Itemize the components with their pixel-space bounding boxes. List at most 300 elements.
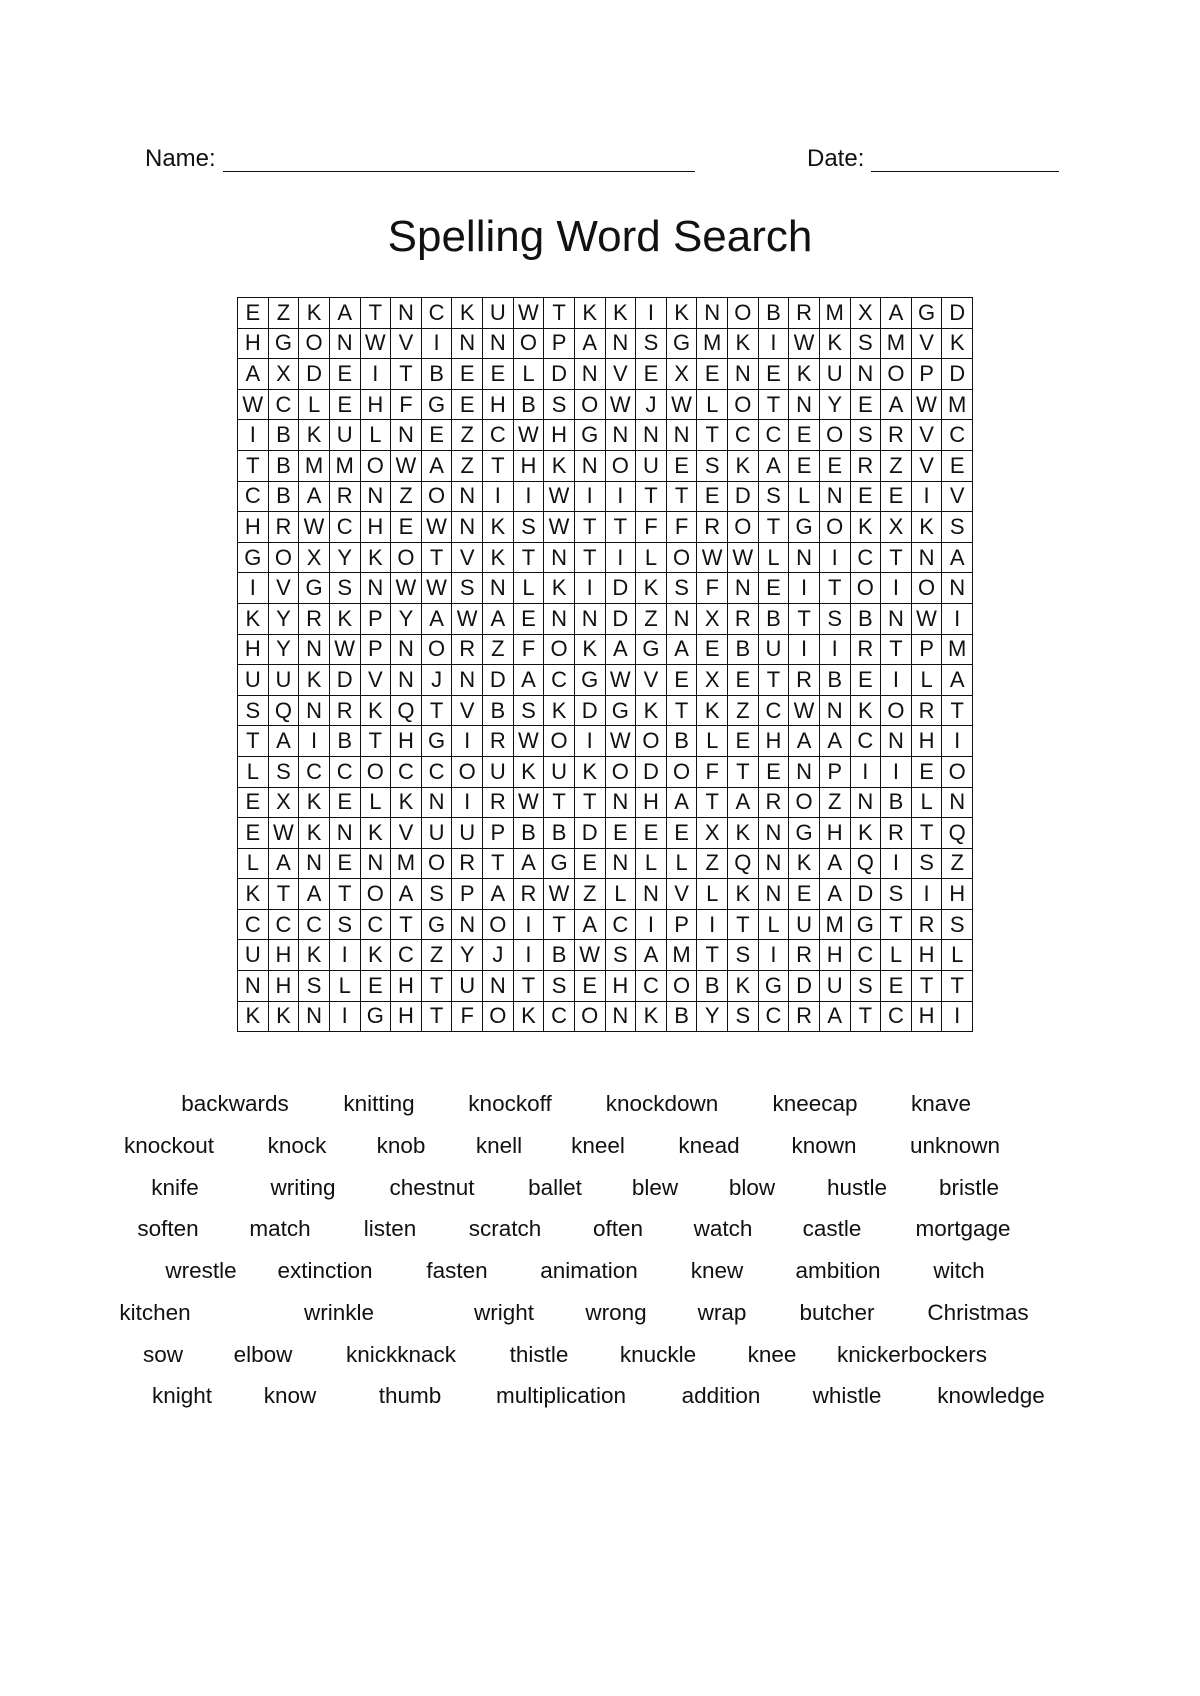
grid-cell[interactable]: W (912, 604, 943, 635)
grid-cell[interactable]: O (942, 757, 973, 788)
grid-cell[interactable]: L (514, 359, 545, 390)
grid-cell[interactable]: D (942, 359, 973, 390)
grid-cell[interactable]: R (697, 512, 728, 543)
grid-cell[interactable]: G (361, 1002, 392, 1033)
grid-cell[interactable]: B (820, 665, 851, 696)
grid-cell[interactable]: B (269, 420, 300, 451)
grid-cell[interactable]: V (269, 573, 300, 604)
grid-cell[interactable]: W (728, 543, 759, 574)
grid-cell[interactable]: O (606, 757, 637, 788)
grid-cell[interactable]: T (759, 512, 790, 543)
grid-cell[interactable]: K (361, 696, 392, 727)
grid-cell[interactable]: F (514, 635, 545, 666)
grid-cell[interactable]: S (820, 604, 851, 635)
grid-cell[interactable]: N (391, 665, 422, 696)
grid-cell[interactable]: R (728, 604, 759, 635)
grid-cell[interactable]: Y (697, 1002, 728, 1033)
grid-cell[interactable]: R (452, 849, 483, 880)
grid-cell[interactable]: Z (391, 482, 422, 513)
grid-cell[interactable]: T (544, 788, 575, 819)
grid-cell[interactable]: C (422, 298, 453, 329)
grid-cell[interactable]: O (881, 359, 912, 390)
grid-cell[interactable]: E (789, 451, 820, 482)
grid-cell[interactable]: T (575, 512, 606, 543)
grid-cell[interactable]: I (881, 573, 912, 604)
grid-cell[interactable]: K (636, 696, 667, 727)
grid-cell[interactable]: X (851, 298, 882, 329)
grid-cell[interactable]: M (820, 298, 851, 329)
grid-cell[interactable]: T (606, 512, 637, 543)
grid-cell[interactable]: Z (942, 849, 973, 880)
grid-cell[interactable]: G (575, 420, 606, 451)
grid-cell[interactable]: T (881, 543, 912, 574)
grid-cell[interactable]: W (606, 726, 637, 757)
grid-cell[interactable]: T (422, 1002, 453, 1033)
grid-cell[interactable]: B (759, 298, 790, 329)
grid-cell[interactable]: E (759, 757, 790, 788)
grid-cell[interactable]: T (942, 696, 973, 727)
grid-cell[interactable]: H (636, 788, 667, 819)
grid-cell[interactable]: L (697, 726, 728, 757)
grid-cell[interactable]: E (238, 298, 269, 329)
grid-cell[interactable]: S (514, 512, 545, 543)
grid-cell[interactable]: K (483, 512, 514, 543)
grid-cell[interactable]: U (452, 818, 483, 849)
grid-cell[interactable]: T (881, 635, 912, 666)
grid-cell[interactable]: C (851, 940, 882, 971)
grid-cell[interactable]: W (269, 818, 300, 849)
grid-cell[interactable]: N (299, 849, 330, 880)
grid-cell[interactable]: E (667, 665, 698, 696)
grid-cell[interactable]: N (483, 573, 514, 604)
grid-cell[interactable]: E (238, 818, 269, 849)
name-field[interactable] (145, 142, 695, 176)
grid-cell[interactable]: K (269, 1002, 300, 1033)
grid-cell[interactable]: R (269, 512, 300, 543)
grid-cell[interactable]: S (330, 910, 361, 941)
grid-cell[interactable]: W (514, 726, 545, 757)
grid-cell[interactable]: S (238, 696, 269, 727)
grid-cell[interactable]: A (759, 451, 790, 482)
grid-cell[interactable]: S (942, 512, 973, 543)
grid-cell[interactable]: N (422, 788, 453, 819)
grid-cell[interactable]: T (544, 298, 575, 329)
grid-cell[interactable]: O (575, 390, 606, 421)
grid-cell[interactable]: C (759, 696, 790, 727)
grid-cell[interactable]: T (575, 788, 606, 819)
grid-cell[interactable]: N (667, 420, 698, 451)
date-field[interactable] (807, 142, 1059, 176)
grid-cell[interactable]: R (330, 482, 361, 513)
grid-cell[interactable]: W (544, 512, 575, 543)
grid-cell[interactable]: W (789, 329, 820, 360)
grid-cell[interactable]: E (575, 971, 606, 1002)
grid-cell[interactable]: Z (575, 879, 606, 910)
grid-cell[interactable]: N (299, 635, 330, 666)
grid-cell[interactable]: L (942, 940, 973, 971)
grid-cell[interactable]: A (667, 635, 698, 666)
grid-cell[interactable]: L (636, 849, 667, 880)
grid-cell[interactable]: T (422, 543, 453, 574)
grid-cell[interactable]: X (697, 604, 728, 635)
grid-cell[interactable]: I (575, 573, 606, 604)
grid-cell[interactable]: N (361, 849, 392, 880)
grid-cell[interactable]: L (238, 849, 269, 880)
grid-cell[interactable]: P (912, 635, 943, 666)
grid-cell[interactable]: H (269, 940, 300, 971)
grid-cell[interactable]: L (912, 788, 943, 819)
grid-cell[interactable]: K (789, 359, 820, 390)
name-line[interactable] (223, 145, 695, 172)
grid-cell[interactable]: Y (269, 604, 300, 635)
grid-cell[interactable]: G (789, 818, 820, 849)
grid-cell[interactable]: S (299, 971, 330, 1002)
grid-cell[interactable]: H (759, 726, 790, 757)
grid-cell[interactable]: H (238, 512, 269, 543)
grid-cell[interactable]: U (820, 359, 851, 390)
grid-cell[interactable]: C (238, 482, 269, 513)
grid-cell[interactable]: E (330, 390, 361, 421)
grid-cell[interactable]: T (361, 298, 392, 329)
grid-cell[interactable]: F (452, 1002, 483, 1033)
grid-cell[interactable]: N (606, 1002, 637, 1033)
grid-cell[interactable]: E (759, 573, 790, 604)
grid-cell[interactable]: G (299, 573, 330, 604)
grid-cell[interactable]: H (912, 940, 943, 971)
grid-cell[interactable]: P (452, 879, 483, 910)
grid-cell[interactable]: N (330, 329, 361, 360)
grid-cell[interactable]: A (881, 390, 912, 421)
grid-cell[interactable]: I (330, 940, 361, 971)
grid-cell[interactable]: O (391, 543, 422, 574)
grid-cell[interactable]: K (238, 604, 269, 635)
grid-cell[interactable]: O (452, 757, 483, 788)
grid-cell[interactable]: R (452, 635, 483, 666)
grid-cell[interactable]: X (697, 818, 728, 849)
grid-cell[interactable]: I (636, 910, 667, 941)
grid-cell[interactable]: S (422, 879, 453, 910)
grid-cell[interactable]: R (789, 665, 820, 696)
grid-cell[interactable]: G (636, 635, 667, 666)
grid-cell[interactable]: W (544, 482, 575, 513)
grid-cell[interactable]: C (606, 910, 637, 941)
grid-cell[interactable]: D (544, 359, 575, 390)
grid-cell[interactable]: O (422, 482, 453, 513)
grid-cell[interactable]: U (483, 757, 514, 788)
grid-cell[interactable]: N (606, 849, 637, 880)
grid-cell[interactable]: E (942, 451, 973, 482)
grid-cell[interactable]: D (942, 298, 973, 329)
grid-cell[interactable]: O (667, 971, 698, 1002)
grid-cell[interactable]: O (483, 1002, 514, 1033)
grid-cell[interactable]: L (514, 573, 545, 604)
grid-cell[interactable]: I (912, 482, 943, 513)
grid-cell[interactable]: V (452, 543, 483, 574)
grid-cell[interactable]: C (391, 940, 422, 971)
grid-cell[interactable]: O (606, 451, 637, 482)
grid-cell[interactable]: K (728, 451, 759, 482)
grid-cell[interactable]: A (391, 879, 422, 910)
grid-cell[interactable]: K (575, 635, 606, 666)
grid-cell[interactable]: U (544, 757, 575, 788)
grid-cell[interactable]: E (851, 482, 882, 513)
grid-cell[interactable]: I (881, 757, 912, 788)
grid-cell[interactable]: N (299, 696, 330, 727)
grid-cell[interactable]: O (881, 696, 912, 727)
grid-cell[interactable]: A (942, 543, 973, 574)
grid-cell[interactable]: N (452, 512, 483, 543)
grid-cell[interactable]: T (759, 390, 790, 421)
grid-cell[interactable]: W (606, 665, 637, 696)
grid-cell[interactable]: B (759, 604, 790, 635)
grid-cell[interactable]: S (697, 451, 728, 482)
grid-cell[interactable]: I (514, 940, 545, 971)
grid-cell[interactable]: B (667, 726, 698, 757)
grid-cell[interactable]: I (238, 420, 269, 451)
grid-cell[interactable]: N (544, 543, 575, 574)
grid-cell[interactable]: C (881, 1002, 912, 1033)
grid-cell[interactable]: U (636, 451, 667, 482)
grid-cell[interactable]: D (299, 359, 330, 390)
grid-cell[interactable]: I (636, 298, 667, 329)
grid-cell[interactable]: W (238, 390, 269, 421)
grid-cell[interactable]: N (361, 482, 392, 513)
grid-cell[interactable]: S (544, 390, 575, 421)
grid-cell[interactable]: W (544, 879, 575, 910)
grid-cell[interactable]: H (391, 971, 422, 1002)
grid-cell[interactable]: L (238, 757, 269, 788)
grid-cell[interactable]: M (299, 451, 330, 482)
grid-cell[interactable]: S (728, 1002, 759, 1033)
grid-cell[interactable]: K (452, 298, 483, 329)
grid-cell[interactable]: E (330, 359, 361, 390)
grid-cell[interactable]: N (728, 359, 759, 390)
grid-cell[interactable]: N (636, 420, 667, 451)
grid-cell[interactable]: K (238, 879, 269, 910)
grid-cell[interactable]: J (422, 665, 453, 696)
grid-cell[interactable]: T (361, 726, 392, 757)
grid-cell[interactable]: S (514, 696, 545, 727)
grid-cell[interactable]: T (820, 573, 851, 604)
grid-cell[interactable]: N (452, 910, 483, 941)
grid-cell[interactable]: V (361, 665, 392, 696)
grid-cell[interactable]: I (575, 482, 606, 513)
grid-cell[interactable]: H (269, 971, 300, 1002)
grid-cell[interactable]: E (636, 818, 667, 849)
grid-cell[interactable]: T (912, 971, 943, 1002)
grid-cell[interactable]: T (697, 940, 728, 971)
grid-cell[interactable]: E (912, 757, 943, 788)
grid-cell[interactable]: Z (636, 604, 667, 635)
grid-cell[interactable]: V (942, 482, 973, 513)
grid-cell[interactable]: T (851, 1002, 882, 1033)
grid-cell[interactable]: Z (697, 849, 728, 880)
grid-cell[interactable]: K (851, 512, 882, 543)
grid-cell[interactable]: G (912, 298, 943, 329)
grid-cell[interactable]: T (942, 971, 973, 1002)
grid-cell[interactable]: W (514, 298, 545, 329)
grid-cell[interactable]: A (238, 359, 269, 390)
grid-cell[interactable]: Y (269, 635, 300, 666)
grid-cell[interactable]: E (820, 451, 851, 482)
grid-cell[interactable]: K (299, 818, 330, 849)
grid-cell[interactable]: D (728, 482, 759, 513)
grid-cell[interactable]: N (789, 543, 820, 574)
grid-cell[interactable]: L (697, 390, 728, 421)
grid-cell[interactable]: A (667, 788, 698, 819)
grid-cell[interactable]: K (299, 420, 330, 451)
grid-cell[interactable]: I (759, 329, 790, 360)
grid-cell[interactable]: B (269, 482, 300, 513)
grid-cell[interactable]: C (544, 1002, 575, 1033)
grid-cell[interactable]: A (636, 940, 667, 971)
grid-cell[interactable]: E (789, 879, 820, 910)
grid-cell[interactable]: G (789, 512, 820, 543)
grid-cell[interactable]: G (238, 543, 269, 574)
grid-cell[interactable]: O (728, 390, 759, 421)
grid-cell[interactable]: Y (330, 543, 361, 574)
grid-cell[interactable]: L (697, 879, 728, 910)
grid-cell[interactable]: S (728, 940, 759, 971)
grid-cell[interactable]: T (728, 757, 759, 788)
grid-cell[interactable]: F (636, 512, 667, 543)
grid-cell[interactable]: K (789, 849, 820, 880)
grid-cell[interactable]: Q (728, 849, 759, 880)
grid-cell[interactable]: N (452, 665, 483, 696)
grid-cell[interactable]: N (912, 543, 943, 574)
grid-cell[interactable]: N (452, 482, 483, 513)
grid-cell[interactable]: Z (483, 635, 514, 666)
grid-cell[interactable]: Q (942, 818, 973, 849)
grid-cell[interactable]: T (636, 482, 667, 513)
grid-cell[interactable]: A (820, 726, 851, 757)
grid-cell[interactable]: D (330, 665, 361, 696)
grid-cell[interactable]: R (851, 635, 882, 666)
grid-cell[interactable]: X (881, 512, 912, 543)
grid-cell[interactable]: E (697, 635, 728, 666)
grid-cell[interactable]: N (942, 788, 973, 819)
grid-cell[interactable]: A (422, 604, 453, 635)
grid-cell[interactable]: N (942, 573, 973, 604)
grid-cell[interactable]: A (514, 849, 545, 880)
grid-cell[interactable]: E (881, 971, 912, 1002)
grid-cell[interactable]: T (544, 910, 575, 941)
grid-cell[interactable]: E (452, 359, 483, 390)
grid-cell[interactable]: C (269, 390, 300, 421)
grid-cell[interactable]: K (636, 573, 667, 604)
grid-cell[interactable]: R (881, 420, 912, 451)
grid-cell[interactable]: R (912, 696, 943, 727)
grid-cell[interactable]: D (483, 665, 514, 696)
grid-cell[interactable]: O (422, 635, 453, 666)
grid-cell[interactable]: N (483, 971, 514, 1002)
grid-cell[interactable]: E (422, 420, 453, 451)
grid-cell[interactable]: K (544, 573, 575, 604)
grid-cell[interactable]: K (728, 818, 759, 849)
grid-cell[interactable]: G (422, 910, 453, 941)
grid-cell[interactable]: N (759, 879, 790, 910)
grid-cell[interactable]: L (361, 788, 392, 819)
grid-cell[interactable]: K (330, 604, 361, 635)
grid-cell[interactable]: A (299, 482, 330, 513)
grid-cell[interactable]: U (269, 665, 300, 696)
grid-cell[interactable]: G (269, 329, 300, 360)
grid-cell[interactable]: O (728, 298, 759, 329)
grid-cell[interactable]: A (483, 879, 514, 910)
grid-cell[interactable]: C (851, 726, 882, 757)
grid-cell[interactable]: H (361, 390, 392, 421)
grid-cell[interactable]: A (269, 849, 300, 880)
grid-cell[interactable]: Z (452, 420, 483, 451)
grid-cell[interactable]: K (299, 665, 330, 696)
grid-cell[interactable]: C (544, 665, 575, 696)
grid-cell[interactable]: N (606, 788, 637, 819)
grid-cell[interactable]: L (881, 940, 912, 971)
grid-cell[interactable]: B (269, 451, 300, 482)
grid-cell[interactable]: C (759, 1002, 790, 1033)
grid-cell[interactable]: A (422, 451, 453, 482)
grid-cell[interactable]: R (789, 298, 820, 329)
grid-cell[interactable]: V (391, 329, 422, 360)
grid-cell[interactable]: U (452, 971, 483, 1002)
grid-cell[interactable]: X (299, 543, 330, 574)
grid-cell[interactable]: I (452, 788, 483, 819)
grid-cell[interactable]: G (422, 726, 453, 757)
grid-cell[interactable]: E (483, 359, 514, 390)
grid-cell[interactable]: P (912, 359, 943, 390)
grid-cell[interactable]: Z (422, 940, 453, 971)
grid-cell[interactable]: W (912, 390, 943, 421)
grid-cell[interactable]: B (483, 696, 514, 727)
grid-cell[interactable]: N (452, 329, 483, 360)
grid-cell[interactable]: G (544, 849, 575, 880)
grid-cell[interactable]: K (483, 543, 514, 574)
grid-cell[interactable]: O (667, 543, 698, 574)
grid-cell[interactable]: K (238, 1002, 269, 1033)
grid-cell[interactable]: W (422, 573, 453, 604)
grid-cell[interactable]: F (697, 757, 728, 788)
grid-cell[interactable]: N (820, 696, 851, 727)
grid-cell[interactable]: E (330, 788, 361, 819)
grid-cell[interactable]: O (544, 635, 575, 666)
grid-cell[interactable]: I (483, 482, 514, 513)
grid-cell[interactable]: O (299, 329, 330, 360)
grid-cell[interactable]: G (606, 696, 637, 727)
grid-cell[interactable]: B (881, 788, 912, 819)
grid-cell[interactable]: N (881, 604, 912, 635)
grid-cell[interactable]: I (851, 757, 882, 788)
grid-cell[interactable]: A (483, 604, 514, 635)
grid-cell[interactable]: I (942, 1002, 973, 1033)
grid-cell[interactable]: C (483, 420, 514, 451)
grid-cell[interactable]: L (759, 543, 790, 574)
grid-cell[interactable]: E (330, 849, 361, 880)
grid-cell[interactable]: E (361, 971, 392, 1002)
grid-cell[interactable]: W (514, 420, 545, 451)
grid-cell[interactable]: R (514, 879, 545, 910)
grid-cell[interactable]: I (912, 879, 943, 910)
grid-cell[interactable]: Y (820, 390, 851, 421)
grid-cell[interactable]: T (697, 788, 728, 819)
grid-cell[interactable]: U (820, 971, 851, 1002)
grid-cell[interactable]: N (544, 604, 575, 635)
grid-cell[interactable]: A (575, 910, 606, 941)
grid-cell[interactable]: Z (269, 298, 300, 329)
grid-cell[interactable]: X (269, 359, 300, 390)
grid-cell[interactable]: A (881, 298, 912, 329)
grid-cell[interactable]: R (851, 451, 882, 482)
grid-cell[interactable]: S (912, 849, 943, 880)
